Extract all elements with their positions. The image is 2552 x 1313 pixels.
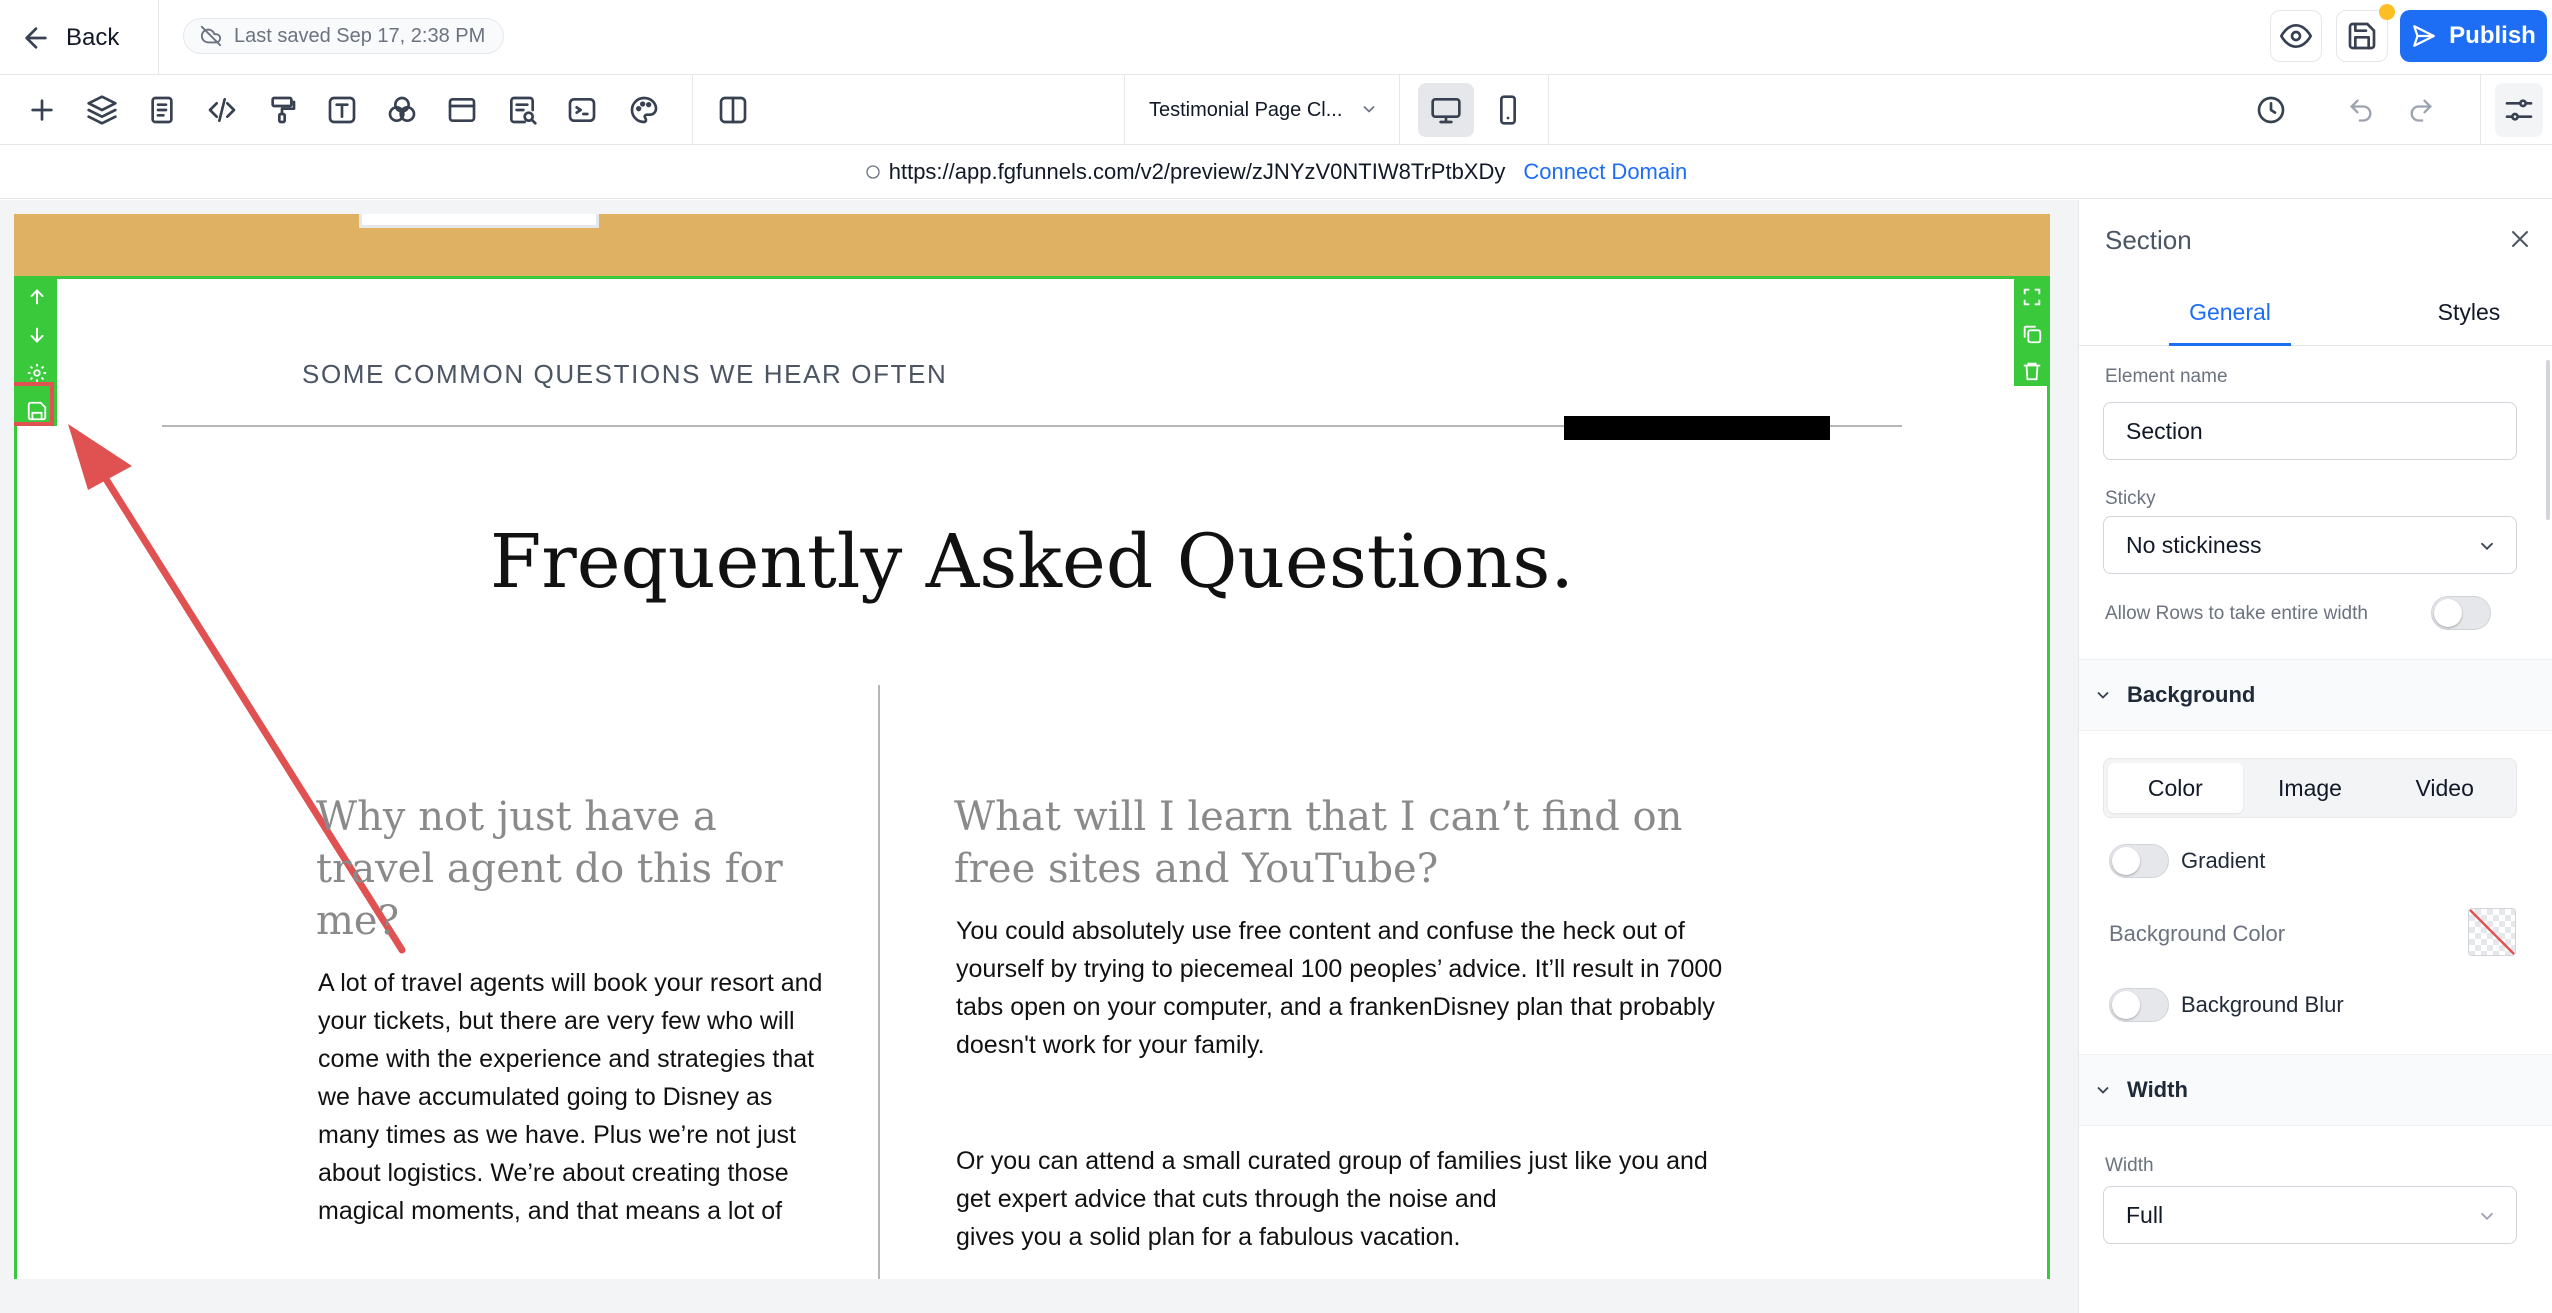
bg-blur-toggle[interactable] [2109,988,2169,1022]
bg-tab-color[interactable]: Color [2108,763,2243,813]
faq-answer: You could absolutely use free content and confuse the heck out of yourself by trying to piecemeal 100 peoples’ advice. It’ll result in 7000 tabs open on your computer, and a frankenDisney plan that probably doesn't work for your family. [956,917,1723,1059]
globe-icon [865,164,881,180]
background-type-tabs [2103,758,2517,818]
width-section-header[interactable] [2079,1054,2552,1126]
gradient-toggle[interactable] [2109,844,2169,878]
tab-general[interactable]: General [2169,292,2291,346]
element-name-label: Element name [2105,366,2228,387]
publish-button[interactable] [2400,10,2547,62]
column-divider [878,685,880,1279]
pages-icon[interactable] [141,89,183,131]
gradient-label: Gradient [2181,848,2266,873]
previous-section-element [359,214,599,228]
add-element-icon[interactable] [21,89,63,131]
page-name: Testimonial Page Cl... [1149,98,1343,121]
close-icon[interactable] [2503,222,2537,256]
bg-color-label: Background Color [2109,921,2286,946]
chevron-down-icon [2093,1080,2113,1100]
chevron-down-icon [1359,99,1379,119]
faq-heading: Frequently Asked Questions. [490,519,1574,605]
width-select[interactable] [2103,1186,2517,1244]
preview-url-bar [0,145,2552,199]
arrow-left-icon [20,22,52,54]
editor-canvas [0,200,2078,1313]
divider [1548,75,1549,145]
faq-answer-line: get expert advice that cuts through the noise and [956,1185,1497,1213]
palette-icon[interactable] [623,89,665,131]
split-view-icon[interactable] [712,89,754,131]
annotation-highlight-box [14,382,54,426]
browser-icon[interactable] [441,89,483,131]
divider [2480,75,2481,145]
panel-tabs [2079,292,2552,346]
background-header-label: Background [2127,682,2256,707]
divider [692,75,693,145]
send-icon [2411,23,2437,49]
sticky-value: No stickiness [2126,531,2262,558]
preview-button[interactable] [2270,10,2322,62]
redo-icon[interactable] [2400,89,2442,131]
publish-label: Publish [2449,22,2536,49]
faq-answer: A lot of travel agents will book your resort and your tickets, but there are very few who will come with the experience and strategies that we have accumulated going to Disney as many times as we have. Plus we’re not just about logistics. We’re about creating those magical moments, and that means a lot of [318,969,823,1225]
faq-answer-line: gives you a solid plan for a fabulous vacation. [956,1223,1461,1251]
layers-icon[interactable] [81,89,123,131]
bg-tab-video[interactable]: Video [2415,774,2474,801]
element-name-input[interactable] [2103,402,2517,460]
faq-answer-line: Or you can attend a small curated group of families just like you and [956,1147,1708,1175]
bg-color-swatch[interactable] [2468,908,2516,956]
floppy-disk-icon [2346,20,2378,52]
cloud-off-icon [200,25,222,47]
last-saved-text: Last saved Sep 17, 2:38 PM [234,24,486,47]
back-button[interactable] [20,18,119,58]
arrow-down-icon[interactable] [22,320,52,350]
desktop-view-button[interactable] [1418,83,1474,137]
code-icon[interactable] [201,89,243,131]
divider [158,0,159,75]
eye-icon [2280,20,2312,52]
history-icon[interactable] [2250,89,2292,131]
panel-scrollbar[interactable] [2546,360,2550,520]
connect-domain-link[interactable]: Connect Domain [1523,158,1688,184]
back-label: Back [66,24,120,51]
page-selector[interactable] [1124,75,1400,145]
element-name-value: Section [2126,417,2203,444]
settings-panel-toggle[interactable] [2495,83,2543,137]
section-kicker: SOME COMMON QUESTIONS WE HEAR OFTEN [302,359,948,389]
url-text: https://app.fgfunnels.com/v2/preview/zJNYzV0NTIW8TrPtbXDy [888,158,1506,184]
mobile-view-button[interactable] [1480,83,1536,137]
top-bar [0,0,2552,75]
chevron-down-icon [2476,535,2498,557]
width-header-label: Width [2127,1077,2188,1102]
sliders-icon [2503,94,2535,126]
search-page-icon[interactable] [501,89,543,131]
save-button[interactable] [2336,10,2388,62]
text-icon[interactable] [321,89,363,131]
preview-url[interactable] [865,159,1506,185]
last-saved-badge [183,18,504,54]
width-value: Full [2126,1201,2164,1228]
bg-blur-label: Background Blur [2181,992,2344,1017]
chevron-down-icon [2476,1205,2498,1227]
tab-styles[interactable]: Styles [2437,299,2501,325]
previous-section[interactable] [14,214,2050,276]
width-label: Width [2105,1155,2154,1176]
paint-roller-icon[interactable] [261,89,303,131]
redaction-bar [1564,416,1830,440]
sticky-select[interactable] [2103,516,2517,574]
monitor-icon [1430,94,1462,126]
faq-question: What will I learn that I can’t find on free sites and YouTube? [954,794,1683,892]
editor-toolbar [0,75,2552,145]
copy-icon[interactable] [2017,319,2047,348]
terminal-icon[interactable] [561,89,603,131]
chevron-down-icon [2093,685,2113,705]
expand-icon[interactable] [2017,282,2047,311]
bg-tab-image[interactable]: Image [2278,774,2342,801]
section-controls-right [2014,276,2050,386]
unsaved-indicator-dot [2379,4,2395,20]
arrow-up-icon[interactable] [22,282,52,312]
allow-rows-toggle[interactable] [2431,596,2491,630]
page-preview [14,214,2050,1279]
trash-icon[interactable] [2017,357,2047,386]
undo-icon[interactable] [2340,89,2382,131]
shapes-icon[interactable] [381,89,423,131]
background-section-header[interactable] [2079,659,2552,731]
faq-question: Why not just have a travel agent do this for me? [316,794,783,944]
section-settings-panel [2078,200,2552,1313]
allow-rows-label: Allow Rows to take entire width [2105,603,2368,624]
smartphone-icon [1492,94,1524,126]
sticky-label: Sticky [2105,488,2156,509]
panel-title: Section [2105,225,2192,255]
